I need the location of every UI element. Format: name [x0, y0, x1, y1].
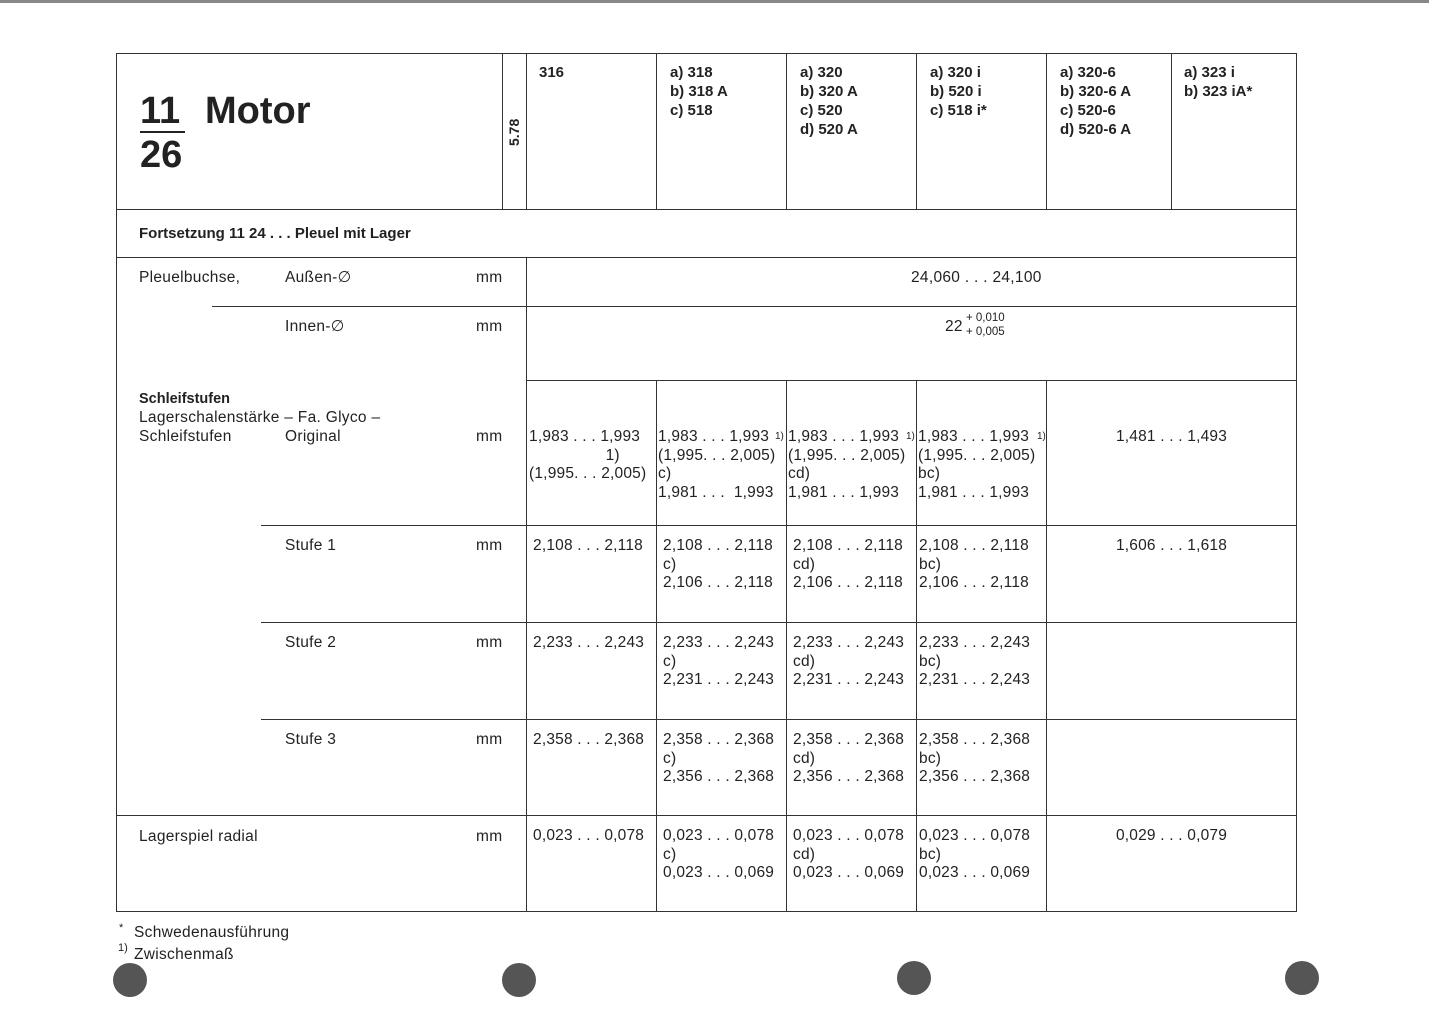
- date-code: 5.78: [506, 118, 522, 146]
- row-stage2-cell-1: 2,233 . . . 2,243: [533, 634, 645, 651]
- row-original-footnote-3: 1): [1037, 431, 1046, 442]
- clearance-label: Lagerspiel radial: [139, 828, 258, 845]
- stage2-line: [261, 622, 1297, 623]
- row-stage1-unit: mm: [476, 537, 503, 554]
- grinding-subtitle: Lagerschalenstärke – Fa. Glyco –: [139, 409, 381, 426]
- clearance-line: [116, 815, 1297, 816]
- inner-diameter-unit: mm: [476, 318, 503, 335]
- row-stage2-label: Stufe 2: [285, 634, 337, 651]
- model-column-5: a) 320-6 b) 320-6 A c) 520-6 d) 520-6 A: [1060, 64, 1132, 138]
- row-stage1-cell-3: 2,108 . . . 2,118 cd) 2,106 . . . 2,118: [793, 537, 903, 591]
- col3-header-line: [786, 53, 787, 209]
- stage3-line: [261, 719, 1297, 720]
- col2-header-line: [656, 53, 657, 209]
- col5-header-line: [1046, 53, 1047, 209]
- row-stage1-cell-5: 1,606 . . . 1,618: [1115, 537, 1228, 554]
- footnote-one-text: Zwischenmaß: [134, 946, 234, 963]
- clearance-cell-1: 0,023 . . . 0,078: [533, 827, 645, 844]
- bushing-divider-line: [212, 306, 1297, 307]
- punch-hole: [1285, 961, 1319, 995]
- row-stage3-cell-4: 2,358 . . . 2,368 bc) 2,356 . . . 2,368: [919, 731, 1031, 785]
- group-number: 11: [140, 90, 181, 132]
- model-column-6: a) 323 i b) 323 iA*: [1184, 64, 1253, 100]
- footnote-star-text: Schwedenausführung: [134, 924, 290, 941]
- model-column-1: 316: [539, 64, 565, 81]
- footnote-one-mark: 1): [118, 942, 128, 954]
- col4-body-line: [916, 380, 917, 912]
- row-original-cell-2: 1,983 . . . 1,993 (1,995. . . 2,005) c) 1,981 . . . 1,993: [658, 428, 776, 501]
- row-original-footnote-2: 1): [906, 431, 915, 442]
- header-bottom-line: [116, 209, 1297, 210]
- row-stage3-label: Stufe 3: [285, 731, 337, 748]
- row-stage2-unit: mm: [476, 634, 503, 651]
- row-original-cell-5: 1,481 . . . 1,493: [1115, 428, 1228, 445]
- row-original-cell-1: 1,983 . . . 1,993 1) (1,995. . . 2,005): [529, 428, 647, 482]
- grinding-title: Schleifstufen: [139, 391, 231, 407]
- section-title: Fortsetzung 11 24 . . . Pleuel mit Lager: [139, 225, 411, 242]
- bushing-label: Pleuelbuchse,: [139, 269, 241, 286]
- row-stage1-label: Stufe 1: [285, 537, 337, 554]
- values-left-line: [526, 257, 527, 912]
- row-stage1-cell-4: 2,108 . . . 2,118 bc) 2,106 . . . 2,118: [919, 537, 1029, 591]
- outer-diameter-value: 24,060 . . . 24,100: [911, 269, 1042, 286]
- top-edge-line: [0, 0, 1429, 3]
- section-title-line: [116, 257, 1297, 258]
- model-column-2: a) 318 b) 318 A c) 518: [670, 64, 728, 119]
- row-stage1-cell-2: 2,108 . . . 2,118 c) 2,106 . . . 2,118: [663, 537, 773, 591]
- clearance-cell-3: 0,023 . . . 0,078 cd) 0,023 . . . 0,069: [793, 827, 905, 881]
- row-original-unit: mm: [476, 428, 503, 445]
- col6-header-line: [1171, 53, 1172, 209]
- punch-hole: [897, 961, 931, 995]
- outer-diameter-label: Außen-∅: [285, 269, 352, 286]
- date-col-right-line: [526, 53, 527, 209]
- clearance-cell-5: 0,029 . . . 0,079: [1115, 827, 1228, 844]
- row-stage2-cell-4: 2,233 . . . 2,243 bc) 2,231 . . . 2,243: [919, 634, 1031, 688]
- row-stage3-cell-1: 2,358 . . . 2,368: [533, 731, 645, 748]
- date-col-left-line: [502, 53, 503, 209]
- clearance-unit: mm: [476, 828, 503, 845]
- punch-hole: [113, 963, 147, 997]
- inner-tolerance-upper: + 0,010: [966, 312, 1005, 324]
- inner-diameter-label: Innen-∅: [285, 318, 345, 335]
- row-stage1-cell-1: 2,108 . . . 2,118: [533, 537, 643, 554]
- row-stage2-cell-2: 2,233 . . . 2,243 c) 2,231 . . . 2,243: [663, 634, 775, 688]
- col3-body-line: [786, 380, 787, 912]
- row-original-label: Original: [285, 428, 341, 445]
- footnote-star-mark: *: [119, 922, 124, 934]
- stage1-line: [261, 525, 1297, 526]
- clearance-cell-4: 0,023 . . . 0,078 bc) 0,023 . . . 0,069: [919, 827, 1031, 881]
- row-original-cell-4: 1,983 . . . 1,993 (1,995. . . 2,005) bc) 1,981 . . . 1,993: [918, 428, 1036, 501]
- col2-body-line: [656, 380, 657, 912]
- row-original-cell-3: 1,983 . . . 1,993 (1,995. . . 2,005) cd) 1,981 . . . 1,993: [788, 428, 906, 501]
- model-column-4: a) 320 i b) 520 i c) 518 i*: [930, 64, 987, 119]
- row-original-footnote-1: 1): [775, 431, 784, 442]
- grinding-top-line: [526, 380, 1297, 381]
- group-fraction-bar: [140, 131, 185, 133]
- model-column-3: a) 320 b) 320 A c) 520 d) 520 A: [800, 64, 858, 138]
- col4-header-line: [916, 53, 917, 209]
- row-stage3-cell-3: 2,358 . . . 2,368 cd) 2,356 . . . 2,368: [793, 731, 905, 785]
- clearance-cell-2: 0,023 . . . 0,078 c) 0,023 . . . 0,069: [663, 827, 775, 881]
- page-number: 26: [140, 134, 183, 176]
- page-title: Motor: [205, 90, 311, 132]
- grinding-label: Schleifstufen: [139, 428, 232, 445]
- row-stage3-unit: mm: [476, 731, 503, 748]
- outer-diameter-unit: mm: [476, 269, 503, 286]
- row-stage2-cell-3: 2,233 . . . 2,243 cd) 2,231 . . . 2,243: [793, 634, 905, 688]
- row-stage3-cell-2: 2,358 . . . 2,368 c) 2,356 . . . 2,368: [663, 731, 775, 785]
- inner-diameter-base: 22: [945, 318, 963, 335]
- inner-tolerance-lower: + 0,005: [966, 326, 1005, 338]
- punch-hole: [502, 963, 536, 997]
